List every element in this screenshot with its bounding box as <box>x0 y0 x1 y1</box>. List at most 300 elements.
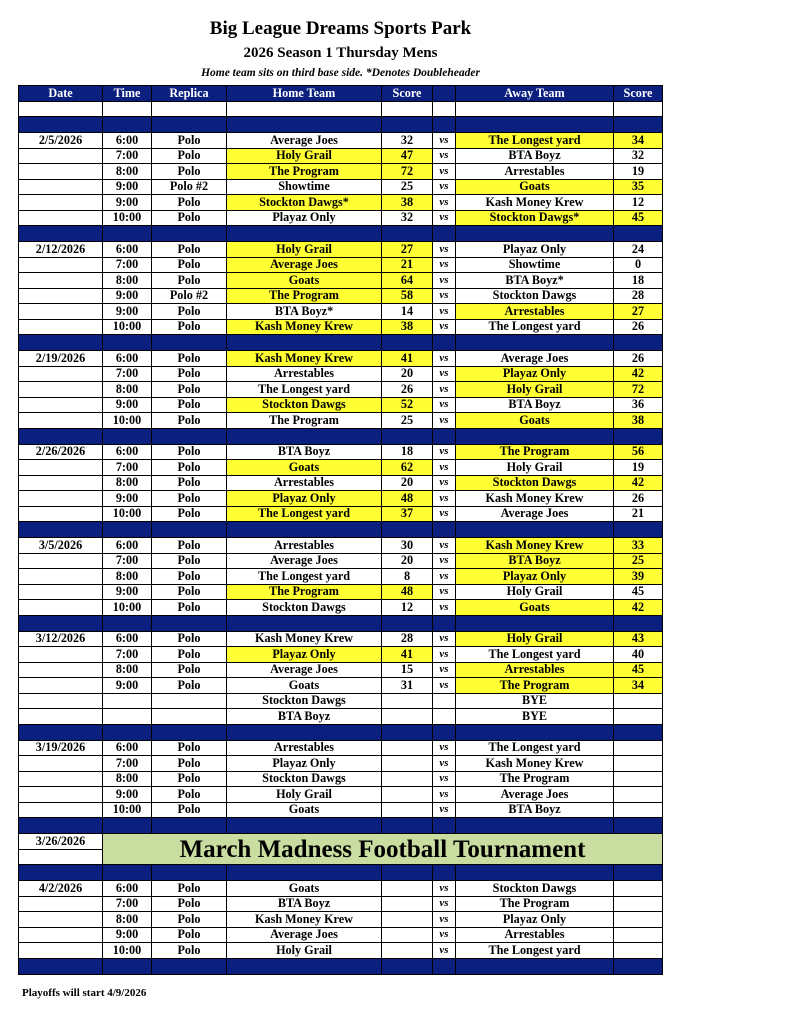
empty-cell <box>456 335 614 351</box>
game-time: 7:00 <box>103 756 152 772</box>
empty-cell <box>227 117 382 133</box>
vs-label: vs <box>433 460 456 476</box>
week-separator <box>19 615 663 631</box>
away-team: Arrestables <box>456 927 614 943</box>
game-row <box>19 304 663 320</box>
vs-label: vs <box>433 148 456 164</box>
empty-cell <box>614 724 663 740</box>
home-team: Stockton Dawgs <box>227 693 382 709</box>
empty-cell <box>227 522 382 538</box>
away-score: 19 <box>614 164 663 180</box>
home-team: Average Joes <box>227 133 382 149</box>
game-field: Polo <box>152 927 227 943</box>
game-row <box>19 460 663 476</box>
game-time: 10:00 <box>103 210 152 226</box>
vs-label: vs <box>433 538 456 554</box>
vs-label: vs <box>433 133 456 149</box>
vs-label: vs <box>433 164 456 180</box>
vs-label: vs <box>433 569 456 585</box>
away-score: 45 <box>614 662 663 678</box>
game-field: Polo <box>152 756 227 772</box>
empty-cell <box>433 102 456 117</box>
home-score: 30 <box>382 538 433 554</box>
empty-cell <box>456 724 614 740</box>
game-row <box>19 164 663 180</box>
game-time: 6:00 <box>103 881 152 897</box>
vs-label: vs <box>433 304 456 320</box>
game-row <box>19 896 663 912</box>
home-score: 28 <box>382 631 433 647</box>
empty-cell <box>19 428 103 444</box>
game-row <box>19 584 663 600</box>
away-score: 33 <box>614 538 663 554</box>
empty-cell <box>19 288 103 304</box>
game-field: Polo <box>152 771 227 787</box>
away-team: Kash Money Krew <box>456 195 614 211</box>
away-team: Arrestables <box>456 662 614 678</box>
home-team: Arrestables <box>227 475 382 491</box>
game-row <box>19 288 663 304</box>
home-team: BTA Boyz <box>227 896 382 912</box>
away-score <box>614 927 663 943</box>
away-score: 34 <box>614 133 663 149</box>
empty-cell <box>152 818 227 834</box>
vs-label: vs <box>433 413 456 429</box>
game-field: Polo <box>152 382 227 398</box>
empty-cell <box>456 428 614 444</box>
game-row <box>19 491 663 507</box>
away-score: 39 <box>614 569 663 585</box>
empty-cell <box>456 958 614 974</box>
header-row <box>19 86 663 102</box>
away-score: 42 <box>614 600 663 616</box>
away-team: The Longest yard <box>456 133 614 149</box>
game-time: 7:00 <box>103 366 152 382</box>
away-team: Arrestables <box>456 304 614 320</box>
home-team: Goats <box>227 678 382 694</box>
game-time: 7:00 <box>103 148 152 164</box>
home-score: 62 <box>382 460 433 476</box>
away-team: Average Joes <box>456 506 614 522</box>
vs-label: vs <box>433 787 456 803</box>
away-score: 26 <box>614 351 663 367</box>
empty-cell <box>19 584 103 600</box>
empty-cell <box>456 226 614 242</box>
vs-label: vs <box>433 491 456 507</box>
week-separator <box>19 428 663 444</box>
game-time: 7:00 <box>103 460 152 476</box>
away-team: The Longest yard <box>456 647 614 663</box>
game-time: 7:00 <box>103 647 152 663</box>
week-separator <box>19 522 663 538</box>
empty-cell <box>433 865 456 881</box>
game-field: Polo <box>152 787 227 803</box>
away-score: 34 <box>614 678 663 694</box>
away-score <box>614 756 663 772</box>
empty-cell <box>227 428 382 444</box>
game-field: Polo <box>152 133 227 149</box>
away-team: BYE <box>456 693 614 709</box>
home-score <box>382 693 433 709</box>
vs-label: vs <box>433 631 456 647</box>
empty-cell <box>19 756 103 772</box>
away-score: 43 <box>614 631 663 647</box>
away-team: Holy Grail <box>456 382 614 398</box>
week-date: 3/12/2026 <box>19 631 103 647</box>
vs-label: vs <box>433 366 456 382</box>
game-row <box>19 273 663 289</box>
empty-cell <box>227 102 382 117</box>
game-time <box>103 693 152 709</box>
bye-row <box>19 693 663 709</box>
game-field: Polo <box>152 678 227 694</box>
home-team: Stockton Dawgs <box>227 771 382 787</box>
game-time: 9:00 <box>103 491 152 507</box>
game-row <box>19 569 663 585</box>
home-score: 15 <box>382 662 433 678</box>
empty-cell <box>614 102 663 117</box>
empty-cell <box>614 615 663 631</box>
footer-note: Playoffs will start 4/9/2026 <box>22 987 147 999</box>
empty-cell <box>19 102 103 117</box>
schedule-body <box>19 102 663 975</box>
empty-cell <box>382 818 433 834</box>
away-score <box>614 802 663 818</box>
empty-cell <box>456 615 614 631</box>
empty-cell <box>382 865 433 881</box>
week-separator <box>19 818 663 834</box>
empty-cell <box>103 102 152 117</box>
game-time: 6:00 <box>103 133 152 149</box>
home-team: Stockton Dawgs <box>227 600 382 616</box>
empty-cell <box>152 958 227 974</box>
vs-label: vs <box>433 584 456 600</box>
game-field: Polo <box>152 569 227 585</box>
home-score <box>382 943 433 959</box>
home-team: The Longest yard <box>227 569 382 585</box>
bye-row <box>19 709 663 725</box>
empty-cell <box>614 428 663 444</box>
game-field: Polo <box>152 662 227 678</box>
away-score <box>614 881 663 897</box>
empty-cell <box>19 491 103 507</box>
home-team: Playaz Only <box>227 491 382 507</box>
game-field: Polo <box>152 912 227 928</box>
week-date: 2/19/2026 <box>19 351 103 367</box>
home-team: Goats <box>227 802 382 818</box>
empty-cell <box>19 226 103 242</box>
blank-row <box>19 102 663 117</box>
home-team: Arrestables <box>227 740 382 756</box>
vs-label: vs <box>433 771 456 787</box>
away-team: Goats <box>456 179 614 195</box>
game-field: Polo <box>152 538 227 554</box>
page-note: Home team sits on third base side. *Denotes Doubleheader <box>201 67 480 79</box>
game-time: 8:00 <box>103 912 152 928</box>
page-subtitle: 2026 Season 1 Thursday Mens <box>243 45 438 61</box>
game-time: 8:00 <box>103 662 152 678</box>
game-time: 9:00 <box>103 787 152 803</box>
empty-cell <box>614 818 663 834</box>
game-row <box>19 195 663 211</box>
game-time: 9:00 <box>103 179 152 195</box>
game-row <box>19 647 663 663</box>
game-row <box>19 600 663 616</box>
away-team: The Program <box>456 678 614 694</box>
empty-cell <box>19 865 103 881</box>
away-score: 12 <box>614 195 663 211</box>
week-separator <box>19 865 663 881</box>
game-field: Polo <box>152 319 227 335</box>
away-score <box>614 912 663 928</box>
game-row <box>19 319 663 335</box>
game-row <box>19 662 663 678</box>
empty-cell <box>19 195 103 211</box>
away-score: 45 <box>614 210 663 226</box>
home-score <box>382 881 433 897</box>
home-team: BTA Boyz <box>227 709 382 725</box>
home-score: 48 <box>382 584 433 600</box>
game-time: 10:00 <box>103 413 152 429</box>
game-time: 9:00 <box>103 304 152 320</box>
game-row <box>19 366 663 382</box>
game-row <box>19 506 663 522</box>
vs-label: vs <box>433 444 456 460</box>
game-time: 9:00 <box>103 288 152 304</box>
empty-cell <box>382 335 433 351</box>
empty-cell <box>382 428 433 444</box>
empty-cell <box>19 304 103 320</box>
home-score <box>382 756 433 772</box>
empty-cell <box>227 615 382 631</box>
empty-cell <box>152 724 227 740</box>
week-date: 2/26/2026 <box>19 444 103 460</box>
empty-cell <box>19 117 103 133</box>
game-row <box>19 881 663 897</box>
vs-label: vs <box>433 553 456 569</box>
empty-cell <box>103 335 152 351</box>
game-row <box>19 382 663 398</box>
away-team: Playaz Only <box>456 366 614 382</box>
vs-label: vs <box>433 257 456 273</box>
home-team: The Program <box>227 164 382 180</box>
col-home-team: Home Team <box>227 86 382 102</box>
empty-cell <box>152 117 227 133</box>
home-score <box>382 787 433 803</box>
col-home-score: Score <box>382 86 433 102</box>
home-team: Goats <box>227 881 382 897</box>
away-team: The Longest yard <box>456 319 614 335</box>
empty-cell <box>103 724 152 740</box>
home-team: Average Joes <box>227 927 382 943</box>
empty-cell <box>152 335 227 351</box>
away-score: 38 <box>614 413 663 429</box>
away-score: 21 <box>614 506 663 522</box>
home-team: Average Joes <box>227 553 382 569</box>
away-score <box>614 896 663 912</box>
vs-label: vs <box>433 351 456 367</box>
away-team: The Longest yard <box>456 943 614 959</box>
home-team: Holy Grail <box>227 787 382 803</box>
game-field: Polo <box>152 242 227 258</box>
vs-label: vs <box>433 319 456 335</box>
game-row <box>19 787 663 803</box>
away-team: Playaz Only <box>456 569 614 585</box>
game-time: 7:00 <box>103 553 152 569</box>
empty-cell <box>19 647 103 663</box>
vs-label: vs <box>433 662 456 678</box>
away-team: Stockton Dawgs <box>456 475 614 491</box>
empty-cell <box>19 958 103 974</box>
week-date: 2/5/2026 <box>19 133 103 149</box>
home-score <box>382 896 433 912</box>
game-field: Polo #2 <box>152 288 227 304</box>
game-field: Polo <box>152 164 227 180</box>
game-row <box>19 740 663 756</box>
empty-cell <box>433 335 456 351</box>
away-score: 36 <box>614 397 663 413</box>
empty-cell <box>19 615 103 631</box>
game-row <box>19 444 663 460</box>
away-score: 42 <box>614 475 663 491</box>
game-field: Polo <box>152 802 227 818</box>
game-row <box>19 242 663 258</box>
away-team: Arrestables <box>456 164 614 180</box>
away-score <box>614 787 663 803</box>
away-team: BTA Boyz <box>456 397 614 413</box>
away-team: Kash Money Krew <box>456 491 614 507</box>
home-team: Kash Money Krew <box>227 631 382 647</box>
away-score: 26 <box>614 491 663 507</box>
home-score: 52 <box>382 397 433 413</box>
home-team: Showtime <box>227 179 382 195</box>
game-field: Polo <box>152 444 227 460</box>
empty-cell <box>433 117 456 133</box>
empty-cell <box>614 226 663 242</box>
empty-cell <box>152 226 227 242</box>
away-score: 45 <box>614 584 663 600</box>
empty-cell <box>19 569 103 585</box>
game-time: 8:00 <box>103 164 152 180</box>
game-field: Polo <box>152 896 227 912</box>
game-field: Polo <box>152 351 227 367</box>
empty-cell <box>433 709 456 725</box>
game-time: 9:00 <box>103 397 152 413</box>
game-time: 7:00 <box>103 896 152 912</box>
away-score: 0 <box>614 257 663 273</box>
home-team: Playaz Only <box>227 210 382 226</box>
home-team: Playaz Only <box>227 647 382 663</box>
game-field: Polo <box>152 366 227 382</box>
home-team: The Longest yard <box>227 506 382 522</box>
empty-cell <box>227 818 382 834</box>
home-team: Average Joes <box>227 257 382 273</box>
empty-cell <box>456 102 614 117</box>
away-team: The Program <box>456 896 614 912</box>
game-row <box>19 631 663 647</box>
home-score: 25 <box>382 413 433 429</box>
home-score: 26 <box>382 382 433 398</box>
empty-cell <box>19 210 103 226</box>
game-time: 9:00 <box>103 195 152 211</box>
vs-label: vs <box>433 927 456 943</box>
empty-cell <box>382 958 433 974</box>
empty-cell <box>227 724 382 740</box>
week-separator <box>19 724 663 740</box>
empty-cell <box>19 335 103 351</box>
game-field: Polo #2 <box>152 179 227 195</box>
empty-cell <box>456 522 614 538</box>
empty-cell <box>19 148 103 164</box>
game-row <box>19 351 663 367</box>
game-time: 6:00 <box>103 444 152 460</box>
away-score: 42 <box>614 366 663 382</box>
game-field: Polo <box>152 475 227 491</box>
away-score: 32 <box>614 148 663 164</box>
vs-label: vs <box>433 881 456 897</box>
empty-cell <box>456 865 614 881</box>
away-score: 35 <box>614 179 663 195</box>
empty-cell <box>614 335 663 351</box>
empty-cell <box>19 771 103 787</box>
home-team: Holy Grail <box>227 943 382 959</box>
game-field <box>152 709 227 725</box>
game-row <box>19 133 663 149</box>
home-score: 48 <box>382 491 433 507</box>
empty-cell <box>19 397 103 413</box>
empty-cell <box>614 958 663 974</box>
home-team: Arrestables <box>227 366 382 382</box>
game-time: 8:00 <box>103 273 152 289</box>
vs-label: vs <box>433 756 456 772</box>
game-field: Polo <box>152 506 227 522</box>
vs-label: vs <box>433 678 456 694</box>
away-team: The Longest yard <box>456 740 614 756</box>
empty-cell <box>227 865 382 881</box>
empty-cell <box>433 818 456 834</box>
empty-cell <box>19 896 103 912</box>
home-team: Kash Money Krew <box>227 351 382 367</box>
home-score: 38 <box>382 319 433 335</box>
col-replica: Replica <box>152 86 227 102</box>
home-score: 32 <box>382 133 433 149</box>
vs-label: vs <box>433 179 456 195</box>
away-score <box>614 740 663 756</box>
game-field: Polo <box>152 195 227 211</box>
empty-cell <box>19 413 103 429</box>
week-separator <box>19 335 663 351</box>
game-field: Polo <box>152 460 227 476</box>
empty-cell <box>19 724 103 740</box>
vs-label: vs <box>433 288 456 304</box>
empty-cell <box>19 553 103 569</box>
away-team: Holy Grail <box>456 584 614 600</box>
vs-label: vs <box>433 382 456 398</box>
home-score <box>382 927 433 943</box>
empty-cell <box>103 522 152 538</box>
game-field: Polo <box>152 210 227 226</box>
vs-label: vs <box>433 600 456 616</box>
empty-cell <box>19 943 103 959</box>
empty-cell <box>382 615 433 631</box>
game-field <box>152 693 227 709</box>
game-time: 6:00 <box>103 740 152 756</box>
game-row <box>19 257 663 273</box>
away-score: 18 <box>614 273 663 289</box>
game-field: Polo <box>152 491 227 507</box>
game-field: Polo <box>152 600 227 616</box>
empty-cell <box>614 522 663 538</box>
